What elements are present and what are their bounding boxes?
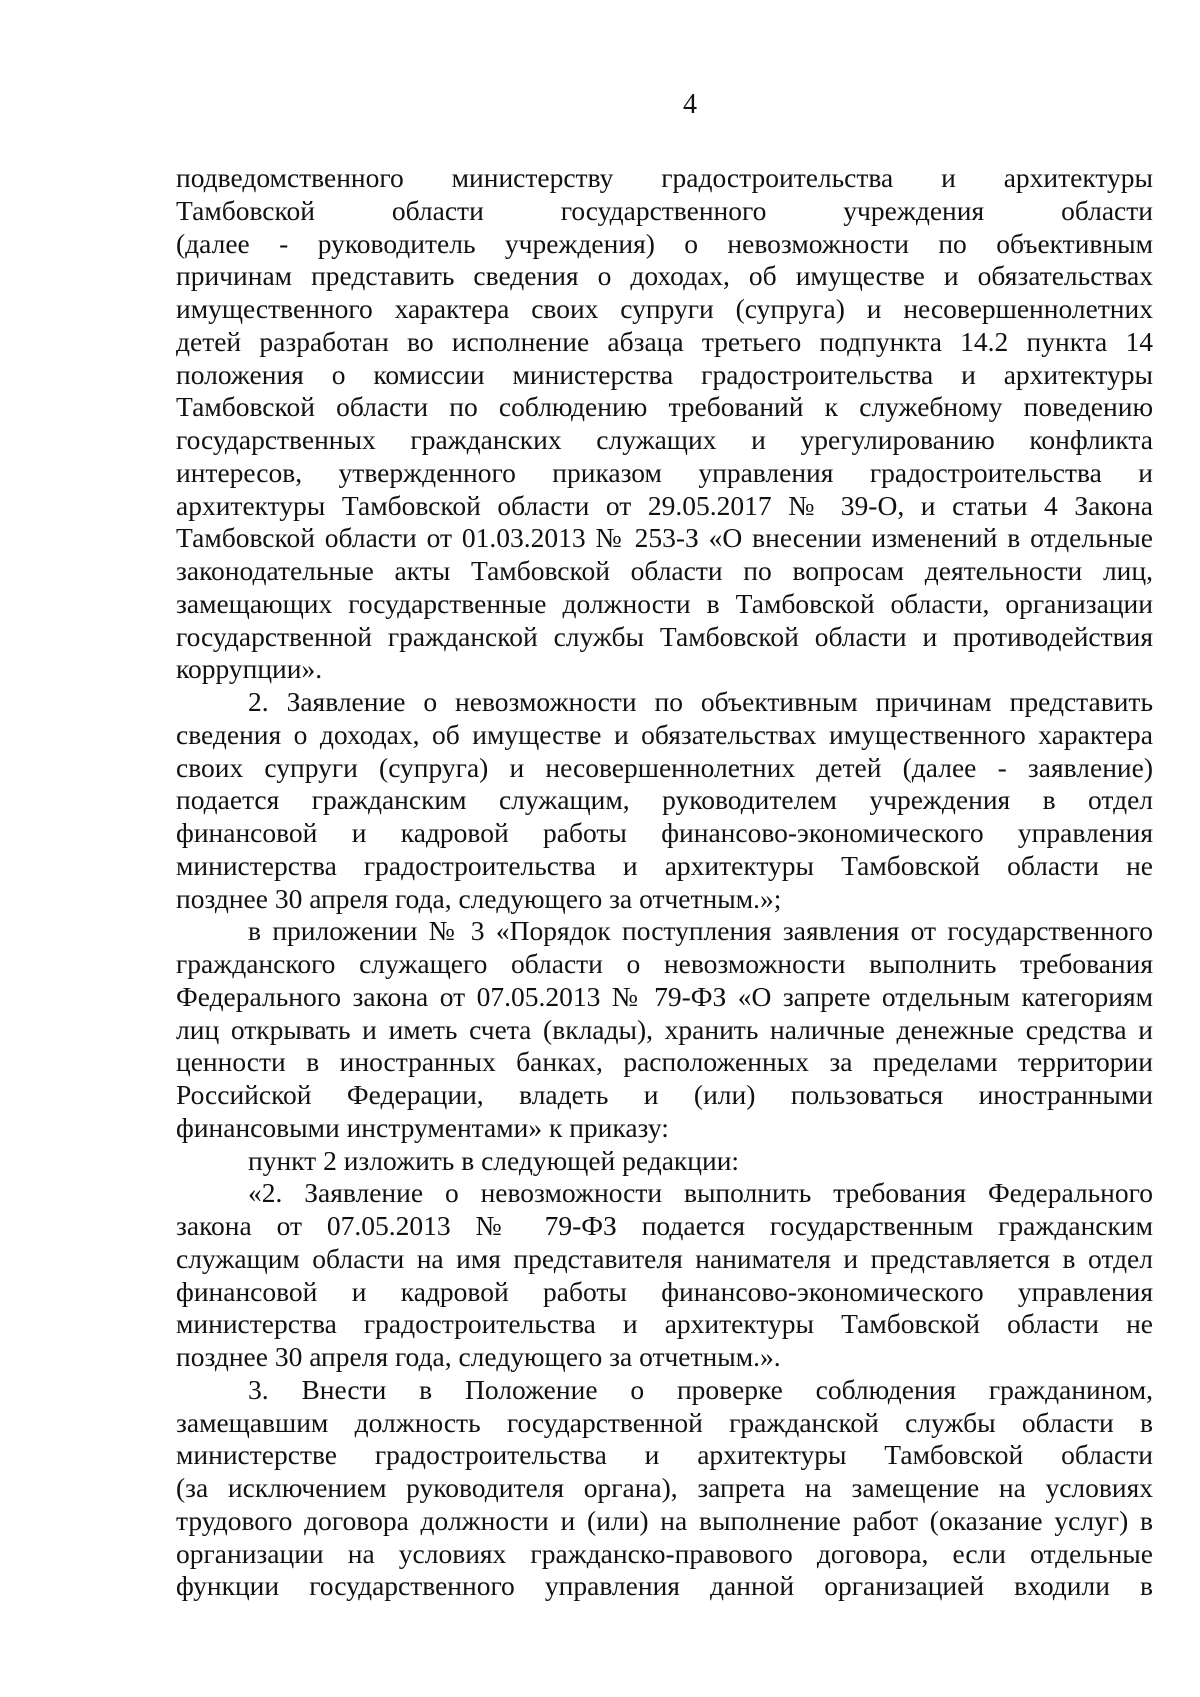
text-line: положения о комиссии министерства градостроительства и архитектуры	[176, 358, 1153, 390]
text-line: служащим области на имя представителя нанимателя и представляется в отдел	[176, 1242, 1153, 1274]
document-body	[176, 162, 1153, 1603]
text-line: позднее 30 апреля года, следующего за отчетным.».	[176, 1341, 781, 1372]
text-line: детей разработан во исполнение абзаца третьего подпункта 14.2 пункта 14	[176, 325, 1153, 357]
text-line: коррупции».	[176, 653, 323, 685]
text-line: трудового договора должности и (или) на выполнение работ (оказание услуг) в	[176, 1504, 1153, 1536]
text-line: Тамбовской области государственного учреждения области	[176, 194, 1153, 226]
text-line: причинам представить сведения о доходах, об имуществе и обязательствах	[176, 260, 1153, 292]
text-line: организации на условиях гражданско-правового договора, если отдельные	[176, 1537, 1153, 1569]
text-line: финансовой и кадровой работы финансово-экономического управления	[176, 817, 1153, 848]
text-line: сведения о доходах, об имуществе и обязательствах имущественного характера	[176, 718, 1153, 750]
text-line: закона от 07.05.2013 № 79-ФЗ подается государственным гражданским	[176, 1210, 1153, 1241]
text-line: государственных гражданских служащих и урегулированию конфликта	[176, 424, 1153, 455]
text-line: финансовыми инструментами» к приказу:	[176, 1111, 669, 1143]
text-line: имущественного характера своих супруги (супруга) и несовершеннолетних	[176, 293, 1153, 324]
text-line: «2. Заявление о невозможности выполнить требования Федерального	[248, 1177, 1153, 1209]
text-line: Российской Федерации, владеть и (или) пользоваться иностранными	[176, 1079, 1153, 1110]
text-line: своих супруги (супруга) и несовершеннолетних детей (далее - заявление)	[176, 751, 1153, 783]
text-line: министерства градостроительства и архитектуры Тамбовской области не	[176, 1308, 1153, 1340]
page-number: 4	[683, 89, 697, 120]
text-line: министерстве градостроительства и архитектуры Тамбовской области	[176, 1439, 1153, 1471]
text-line: в приложении № 3 «Порядок поступления заявления от государственного	[248, 915, 1153, 947]
text-line: законодательные акты Тамбовской области по вопросам деятельности лиц,	[176, 555, 1153, 586]
text-line: финансовой и кадровой работы финансово-экономического управления	[176, 1275, 1153, 1307]
text-line: Федерального закона от 07.05.2013 № 79-ФЗ «О запрете отдельным категориям	[176, 980, 1153, 1012]
text-line: позднее 30 апреля года, следующего за отчетным.»;	[176, 882, 782, 914]
text-line: Тамбовской области по соблюдению требований к служебному поведению	[176, 391, 1153, 423]
text-line: 2. Заявление о невозможности по объективным причинам представить	[248, 686, 1153, 717]
text-line: архитектуры Тамбовской области от 29.05.2017 № 39-О, и статьи 4 Закона	[176, 489, 1153, 521]
text-line: замещавшим должность государственной гражданской службы области в	[176, 1406, 1153, 1438]
text-line: интересов, утвержденного приказом управления градостроительства и	[176, 456, 1153, 488]
text-line: министерства градостроительства и архитектуры Тамбовской области не	[176, 849, 1153, 881]
text-line: ценности в иностранных банках, расположенных за пределами территории	[176, 1046, 1153, 1078]
text-line: функции государственного управления данной организацией входили в	[176, 1570, 1153, 1602]
text-line: лиц открывать и иметь счета (вклады), хранить наличные денежные средства и	[176, 1013, 1153, 1045]
text-line: пункт 2 изложить в следующей редакции:	[248, 1144, 740, 1176]
text-line: Тамбовской области от 01.03.2013 № 253-З «О внесении изменений в отдельные	[176, 522, 1153, 554]
text-line: государственной гражданской службы Тамбовской области и противодействия	[176, 620, 1153, 652]
text-line: замещающих государственные должности в Тамбовской области, организации	[176, 587, 1153, 619]
text-line: (далее - руководитель учреждения) о невозможности по объективным	[176, 227, 1153, 259]
text-line: (за исключением руководителя органа), запрета на замещение на условиях	[176, 1472, 1153, 1503]
text-line: 3. Внести в Положение о проверке соблюдения гражданином,	[248, 1373, 1153, 1405]
text-line: гражданского служащего области о невозможности выполнить требования	[176, 948, 1153, 979]
text-line: подается гражданским служащим, руководителем учреждения в отдел	[176, 784, 1153, 816]
text-line: подведомственного министерству градостроительства и архитектуры	[176, 162, 1153, 193]
